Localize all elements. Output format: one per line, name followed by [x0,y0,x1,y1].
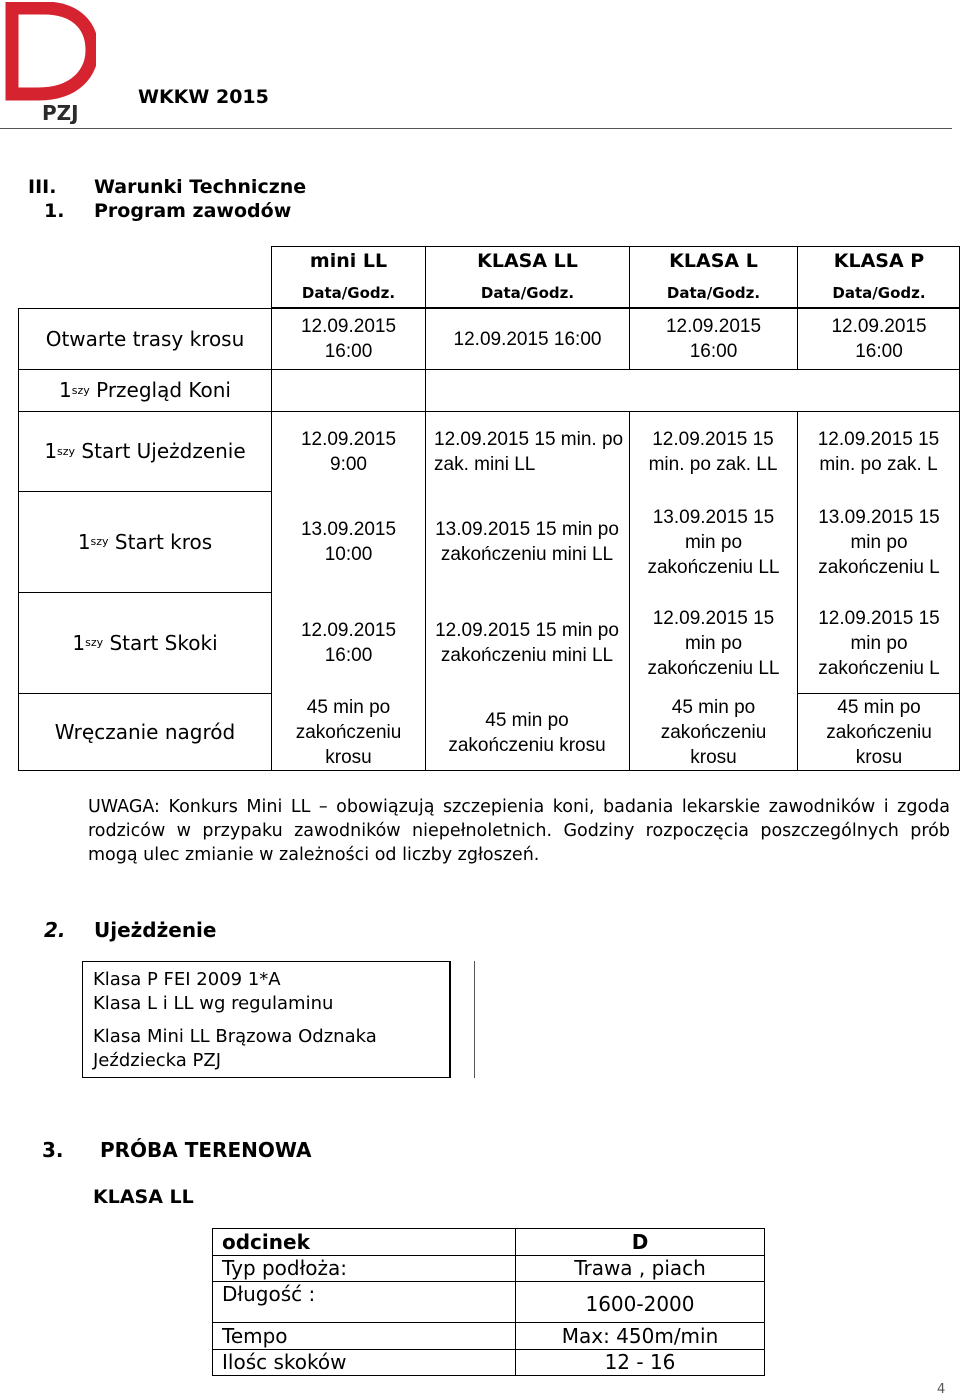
table-cell: 12.09.2015 16:00 [831,316,927,362]
table-cell: 13.09.2015 15 min po zakończeniu L [818,506,940,578]
page-number: 4 [937,1382,946,1397]
terrain-number: 3. [42,1138,64,1162]
table-cell: 12.09.2015 9:00 [300,428,397,475]
row-label: 1 szy Start Skoki [72,630,218,655]
table-cell: 12.09.2015 15 min po zakończeniu LL [647,607,780,679]
table-cell: 12.09.2015 15 min po zakończeniu L [818,607,940,679]
table-cell: 45 min po zakończeniu krosu [295,697,402,768]
dressage-line: Klasa L i LL wg regulaminu [93,993,334,1014]
table-cell: 12.09.2015 16:00 [300,620,397,666]
dressage-line: Klasa Mini LL Brązowa Odznaka [93,1026,377,1047]
terrain-value: 12 - 16 [604,1350,676,1374]
table-cell: 12.09.2015 15 min. po zak. LL [648,428,778,475]
table-cell: 45 min po zakończeniu krosu [826,697,932,768]
row-label: 1 szy Start kros [77,529,213,554]
terrain-value: Max: 450m/min [561,1324,719,1348]
table-cell: 12.09.2015 15 min. po zak. mini LL [434,428,624,475]
table-cell: 13.09.2015 10:00 [300,519,397,565]
terrain-label: odcinek [222,1230,310,1254]
section-number: III. [28,176,57,198]
terrain-label: Ilośc skoków [222,1350,347,1374]
table-cell: 12.09.2015 16:00 [300,316,397,362]
terrain-value: Trawa , piach [574,1256,706,1280]
terrain-label: Typ podłoża: [222,1256,348,1280]
col-header-mini-ll: mini LL [309,249,388,272]
table-cell: 13.09.2015 15 min po zakończeniu LL [647,506,780,578]
col-header-klasa-l: KLASA L [669,249,758,272]
col-subheader: Data/Godz. [480,283,575,302]
col-subheader: Data/Godz. [666,283,761,302]
col-subheader: Data/Godz. [301,283,396,302]
table-cell: 45 min po zakończeniu krosu [660,697,767,768]
logo-text: PZJ [42,101,79,124]
col-header-klasa-p: KLASA P [833,249,925,272]
dressage-line: Klasa P FEI 2009 1*A [93,969,281,990]
dressage-number: 2. [44,918,66,942]
col-subheader: Data/Godz. [832,283,926,302]
row-label: 1 szy Przegląd Koni [59,378,231,402]
note-paragraph: UWAGA: Konkurs Mini LL – obowiązują szczepienia koni, badania lekarskie zawodników i zgoda rodziców w przypaku zawodników niepełnoletnich. Godziny rozpoczęcia poszczególnych prób mogą ulec zmianie w zależności od liczby zgłoszeń. [88,797,950,865]
terrain-value: 1600-2000 [585,1292,695,1316]
header-divider [0,128,952,129]
document-title: WKKW 2015 [138,86,269,108]
table-cell: 12.09.2015 16:00 [665,316,762,362]
dressage-title: Ujeżdżenie [94,918,217,942]
pzj-logo [4,2,96,124]
divider [474,961,475,1078]
table-cell: 13.09.2015 15 min po zakończeniu mini LL [435,519,619,565]
terrain-label: Długość : [222,1282,316,1306]
terrain-value: D [631,1230,649,1254]
table-cell: 12.09.2015 15 min po zakończeniu mini LL [435,620,619,666]
row-label: 1 szy Start Ujeżdzenie [44,439,246,463]
row-label: Wręczanie nagród [54,720,236,744]
subsection-number: 1. [44,200,65,222]
section-title: Warunki Techniczne [94,176,307,198]
terrain-label: Tempo [222,1324,288,1348]
terrain-class-label: KLASA LL [93,1186,194,1208]
terrain-table [212,1228,765,1376]
table-cell: 12.09.2015 15 min. po zak. L [817,428,940,475]
dressage-line: Jeździecka PZJ [93,1050,222,1071]
terrain-title: PRÓBA TERENOWA [100,1138,312,1162]
table-cell: 12.09.2015 16:00 [453,328,602,350]
dressage-box [82,961,451,1078]
row-label: Otwarte trasy krosu [45,326,245,351]
subsection-title: Program zawodów [94,200,292,222]
table-cell: 45 min po zakończeniu krosu [448,709,606,756]
col-header-klasa-ll: KLASA LL [477,249,578,272]
